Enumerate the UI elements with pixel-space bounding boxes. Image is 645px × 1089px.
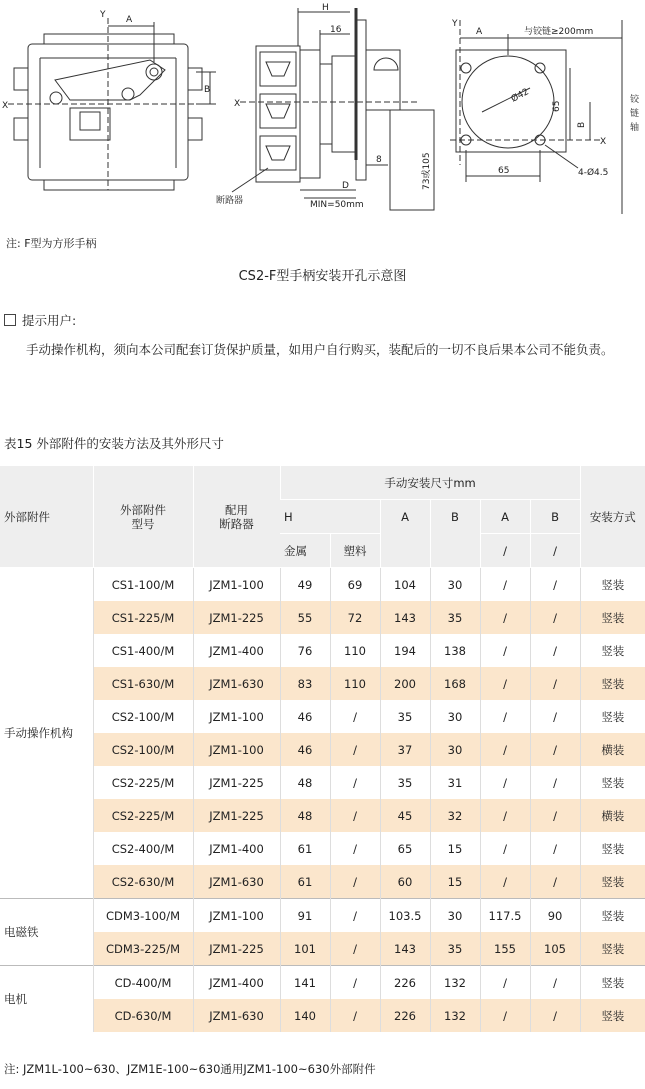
diagram-label-y3: Y	[452, 19, 458, 29]
cell-b2: /	[530, 733, 580, 766]
diagram-label-min: MIN=50mm	[310, 200, 364, 210]
cell-h-plastic: /	[330, 733, 380, 766]
cell-mount: 横装	[580, 799, 645, 832]
cell-a2: /	[480, 667, 530, 700]
table-note: 注: JZM1L-100~630、JZM1E-100~630通用JZM1-100~630外部附件	[4, 1062, 376, 1076]
cell-b2: 105	[530, 932, 580, 966]
cell-model: CS2-400/M	[93, 832, 193, 865]
cell-breaker: JZM1-225	[193, 932, 280, 966]
table-row	[0, 799, 645, 832]
cell-mount: 竖装	[580, 932, 645, 966]
cell-model: CD-630/M	[93, 999, 193, 1032]
table-row	[0, 766, 645, 799]
installation-diagram	[0, 0, 645, 230]
cell-a2: /	[480, 799, 530, 832]
cell-b2: /	[530, 799, 580, 832]
diagram-label-y1: Y	[100, 10, 106, 20]
cell-b2: /	[530, 568, 580, 602]
cell-a1: 104	[380, 568, 430, 602]
cell-model: CS2-225/M	[93, 799, 193, 832]
cell-a1: 143	[380, 601, 430, 634]
table-row	[0, 899, 645, 933]
cell-breaker: JZM1-400	[193, 966, 280, 1000]
cell-a1: 103.5	[380, 899, 430, 933]
cell-h-plastic: /	[330, 865, 380, 899]
header-accessory: 外部附件	[0, 466, 93, 568]
cell-mount: 竖装	[580, 766, 645, 799]
diagram-note: 注: F型为方形手柄	[6, 237, 97, 250]
diagram-label-65-vertical: 65	[552, 100, 562, 112]
cell-h-metal: 61	[280, 832, 330, 865]
accessory-table	[0, 466, 645, 1032]
cell-a1: 143	[380, 932, 430, 966]
cell-a2: /	[480, 568, 530, 602]
diagram-label-holes: 4-Ø4.5	[578, 168, 609, 178]
cell-model: CS1-400/M	[93, 634, 193, 667]
table-row	[0, 932, 645, 966]
cell-mount: 竖装	[580, 966, 645, 1000]
checkbox-icon	[4, 314, 16, 326]
diagram-label-axis-3: 轴	[630, 123, 640, 133]
user-tip-heading	[4, 311, 76, 329]
cell-h-plastic: /	[330, 832, 380, 865]
cell-model: CD-400/M	[93, 966, 193, 1000]
cell-b1: 32	[430, 799, 480, 832]
cell-mount: 竖装	[580, 865, 645, 899]
diagram-label-breaker: 断路器	[216, 196, 244, 206]
cell-model: CDM3-225/M	[93, 932, 193, 966]
user-tip-title: 提示用户:	[22, 313, 77, 328]
cell-h-plastic: /	[330, 700, 380, 733]
table-row	[0, 832, 645, 865]
cell-b2: /	[530, 865, 580, 899]
cell-h-metal: 55	[280, 601, 330, 634]
table-row	[0, 966, 645, 1000]
header-b2-slash: /	[530, 534, 580, 568]
header-dimensions: 手动安装尺寸mm	[280, 466, 580, 500]
cell-a2: /	[480, 832, 530, 865]
table-row	[0, 733, 645, 766]
cell-h-plastic: 72	[330, 601, 380, 634]
cell-a1: 35	[380, 700, 430, 733]
cell-model: CS1-630/M	[93, 667, 193, 700]
cell-b1: 30	[430, 733, 480, 766]
diagram-caption: CS2-F型手柄安装开孔示意图	[238, 269, 407, 284]
cell-a2: /	[480, 865, 530, 899]
cell-h-metal: 91	[280, 899, 330, 933]
cell-breaker: JZM1-100	[193, 568, 280, 602]
cell-b1: 30	[430, 568, 480, 602]
diagram-label-a1: A	[126, 15, 133, 25]
cell-h-plastic: /	[330, 899, 380, 933]
cell-b1: 30	[430, 700, 480, 733]
cell-a1: 65	[380, 832, 430, 865]
cell-a2: /	[480, 733, 530, 766]
cell-mount: 竖装	[580, 899, 645, 933]
cell-h-metal: 49	[280, 568, 330, 602]
diagram-label-b3: B	[577, 121, 587, 128]
header-a1: A	[380, 500, 430, 568]
header-mount: 安装方式	[580, 466, 645, 568]
cell-breaker: JZM1-100	[193, 899, 280, 933]
table-row	[0, 667, 645, 700]
header-breaker: 配用 断路器	[193, 466, 280, 568]
cell-mount: 横装	[580, 733, 645, 766]
cell-h-metal: 48	[280, 799, 330, 832]
cell-breaker: JZM1-400	[193, 832, 280, 865]
cell-b2: /	[530, 832, 580, 865]
diagram-label-axis-1: 铰	[630, 95, 640, 105]
cell-a2: /	[480, 634, 530, 667]
table-body	[0, 568, 645, 1033]
cell-mount: 竖装	[580, 568, 645, 602]
cell-model: CS2-100/M	[93, 700, 193, 733]
header-model: 外部附件 型号	[93, 466, 193, 568]
cell-b2: /	[530, 667, 580, 700]
table-row	[0, 999, 645, 1032]
cell-breaker: JZM1-225	[193, 601, 280, 634]
cell-breaker: JZM1-225	[193, 799, 280, 832]
cell-breaker: JZM1-100	[193, 733, 280, 766]
diagram-label-16: 16	[330, 25, 342, 35]
cell-h-metal: 48	[280, 766, 330, 799]
cell-h-metal: 61	[280, 865, 330, 899]
table-title: 表15 外部附件的安装方法及其外形尺寸	[4, 436, 224, 451]
cell-b2: /	[530, 601, 580, 634]
cell-b2: /	[530, 966, 580, 1000]
cell-b1: 138	[430, 634, 480, 667]
diagram-label-d: D	[342, 181, 349, 191]
cell-a2: /	[480, 766, 530, 799]
header-plastic: 塑料	[330, 534, 380, 568]
cell-a1: 226	[380, 999, 430, 1032]
header-metal: 金属	[280, 534, 330, 568]
cell-a1: 200	[380, 667, 430, 700]
cell-b2: /	[530, 700, 580, 733]
cell-b2: /	[530, 999, 580, 1032]
diagram-label-x2: X	[234, 99, 241, 109]
table-row	[0, 700, 645, 733]
cell-b2: /	[530, 766, 580, 799]
cell-a2: /	[480, 966, 530, 1000]
cell-h-metal: 76	[280, 634, 330, 667]
cell-a2: 117.5	[480, 899, 530, 933]
cell-breaker: JZM1-100	[193, 700, 280, 733]
cell-model: CS2-225/M	[93, 766, 193, 799]
cell-mount: 竖装	[580, 999, 645, 1032]
cell-b1: 168	[430, 667, 480, 700]
cell-h-metal: 101	[280, 932, 330, 966]
cell-model: CS2-100/M	[93, 733, 193, 766]
cell-mount: 竖装	[580, 634, 645, 667]
handle-side-view	[232, 8, 434, 210]
cell-breaker: JZM1-630	[193, 865, 280, 899]
cell-breaker: JZM1-630	[193, 667, 280, 700]
header-a2: A	[480, 500, 530, 534]
group-cell: 手动操作机构	[4, 726, 73, 740]
cell-breaker: JZM1-400	[193, 634, 280, 667]
user-tip-body: 手动操作机构，须向本公司配套订货保护质量，如用户自行购买，装配后的一切不良后果本公司不能负责。	[26, 342, 614, 357]
cell-a1: 45	[380, 799, 430, 832]
table-row	[0, 601, 645, 634]
diagram-label-phi42: Ø42	[509, 87, 531, 105]
diagram-label-a3: A	[476, 27, 483, 37]
cell-a2: 155	[480, 932, 530, 966]
cell-mount: 竖装	[580, 601, 645, 634]
cell-a1: 35	[380, 766, 430, 799]
cell-breaker: JZM1-225	[193, 766, 280, 799]
cell-mount: 竖装	[580, 832, 645, 865]
cell-b1: 35	[430, 601, 480, 634]
cell-h-metal: 83	[280, 667, 330, 700]
cell-h-plastic: /	[330, 766, 380, 799]
cell-h-plastic: /	[330, 799, 380, 832]
cell-b1: 31	[430, 766, 480, 799]
table-row	[0, 634, 645, 667]
cell-h-metal: 141	[280, 966, 330, 1000]
cell-h-plastic: /	[330, 999, 380, 1032]
handle-front-view	[8, 18, 216, 190]
cell-a1: 226	[380, 966, 430, 1000]
cell-model: CS1-100/M	[93, 568, 193, 602]
cell-model: CS1-225/M	[93, 601, 193, 634]
cell-h-plastic: 69	[330, 568, 380, 602]
drilling-template-view	[450, 20, 622, 214]
cell-b1: 30	[430, 899, 480, 933]
cell-b2: /	[530, 634, 580, 667]
header-b1: B	[430, 500, 480, 568]
cell-model: CS2-630/M	[93, 865, 193, 899]
cell-a2: /	[480, 700, 530, 733]
cell-h-plastic: 110	[330, 634, 380, 667]
header-h: H	[280, 500, 380, 534]
diagram-label-h: H	[322, 3, 329, 13]
cell-a2: /	[480, 601, 530, 634]
table-row	[0, 865, 645, 899]
cell-mount: 竖装	[580, 667, 645, 700]
cell-model: CDM3-100/M	[93, 899, 193, 933]
cell-b1: 35	[430, 932, 480, 966]
diagram-label-axis-2: 链	[630, 109, 640, 119]
diagram-label-65-horizontal: 65	[498, 166, 510, 176]
diagram-label-x3: X	[600, 137, 607, 147]
header-b2: B	[530, 500, 580, 534]
cell-b2: 90	[530, 899, 580, 933]
cell-a1: 194	[380, 634, 430, 667]
cell-a1: 37	[380, 733, 430, 766]
cell-h-metal: 46	[280, 733, 330, 766]
table-row	[0, 568, 645, 602]
cell-b1: 132	[430, 966, 480, 1000]
diagram-label-73: 73或105	[422, 152, 432, 190]
diagram-label-hinge-distance: 与铰链≥200mm	[524, 27, 594, 37]
cell-a2: /	[480, 999, 530, 1032]
cell-h-metal: 46	[280, 700, 330, 733]
cell-h-plastic: /	[330, 932, 380, 966]
cell-a1: 60	[380, 865, 430, 899]
cell-b1: 15	[430, 865, 480, 899]
cell-b1: 132	[430, 999, 480, 1032]
group-cell: 电磁铁	[0, 899, 93, 966]
cell-b1: 15	[430, 832, 480, 865]
cell-breaker: JZM1-630	[193, 999, 280, 1032]
diagram-svg	[0, 0, 645, 230]
diagram-label-8: 8	[376, 155, 382, 165]
header-a2-slash: /	[480, 534, 530, 568]
cell-h-metal: 140	[280, 999, 330, 1032]
cell-h-plastic: 110	[330, 667, 380, 700]
diagram-label-x1: X	[2, 101, 9, 111]
cell-mount: 竖装	[580, 700, 645, 733]
cell-h-plastic: /	[330, 966, 380, 1000]
diagram-label-b1: B	[204, 85, 211, 95]
group-cell: 电机	[0, 966, 93, 1033]
